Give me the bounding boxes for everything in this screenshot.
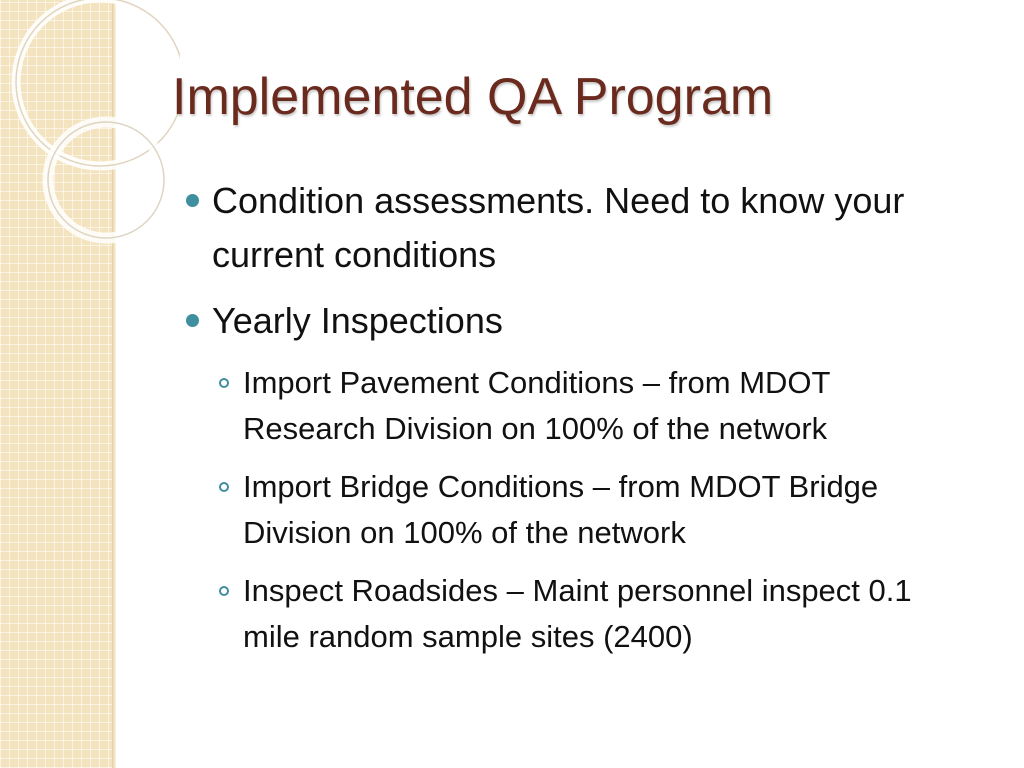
bullet-text: Yearly Inspections [212,300,503,341]
ring-bullet-icon [219,586,229,596]
sub-bullet-text: Import Pavement Conditions – from MDOT Research Division on 100% of the network [243,365,830,446]
sub-bullet-list [186,360,986,660]
sub-bullet-pavement [216,360,963,452]
bullet-text: Condition assessments. Need to know your current conditions [212,180,905,275]
decorative-rings [0,0,180,260]
bullet-yearly-inspections [186,294,986,348]
slide-body [186,174,986,672]
sub-bullet-text: Import Bridge Conditions – from MDOT Bridge Division on 100% of the network [243,469,879,550]
ring-bullet-icon [219,482,229,492]
bullet-dot-icon [186,314,199,327]
sub-bullet-roadsides [216,568,963,660]
ring-bullet-icon [219,378,229,388]
bullet-dot-icon [186,194,199,207]
sub-bullet-text: Inspect Roadsides – Maint personnel inspect 0.1 mile random sample sites (2400) [243,573,912,654]
slide-title: Implemented QA Program [172,68,774,126]
sub-bullet-bridge [216,464,963,556]
bullet-condition-assessments [186,174,986,282]
